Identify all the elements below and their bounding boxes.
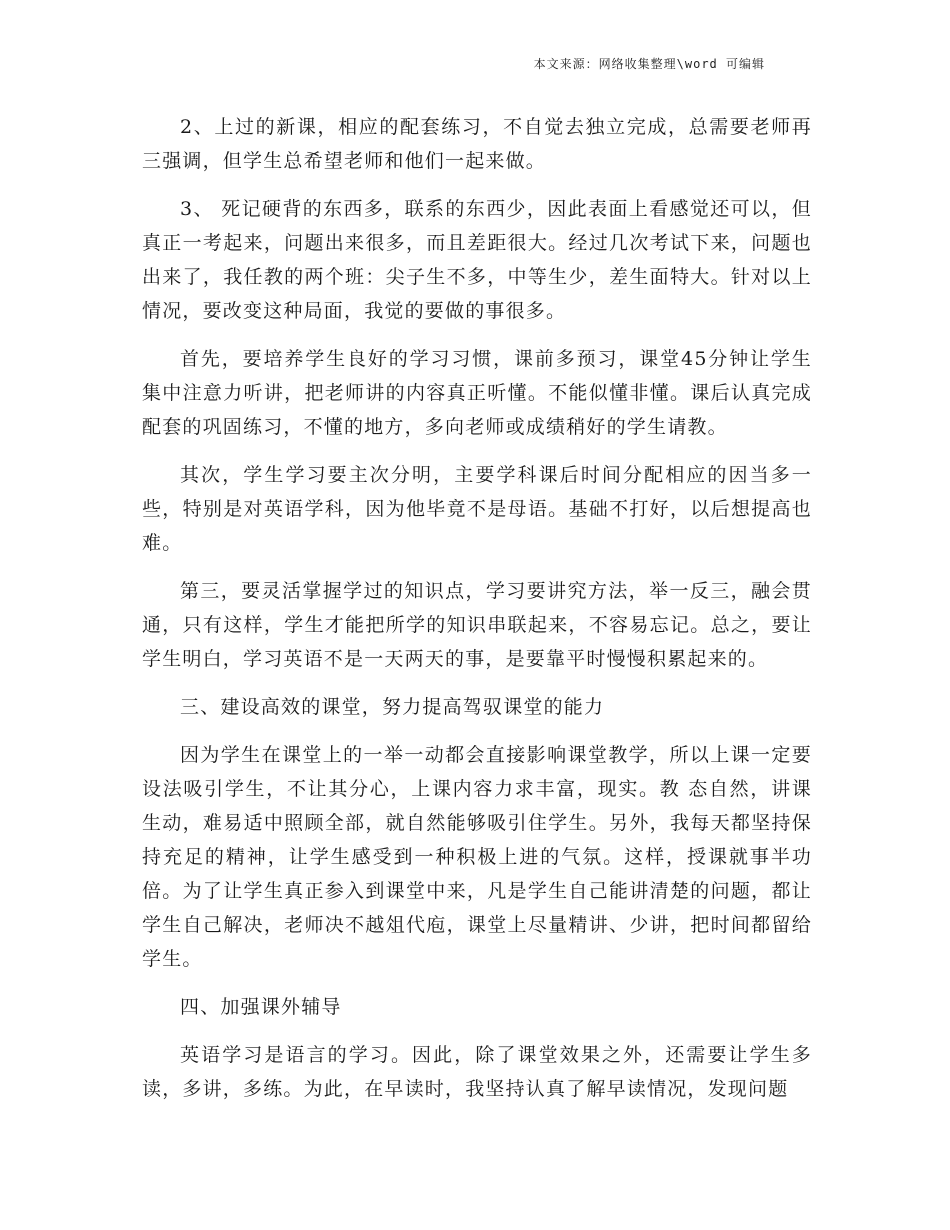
paragraph-first: 首先，要培养学生良好的学习习惯，课前多预习，课堂45分钟让学生集中注意力听讲，把老师讲的内容真正听懂。不能似懂非懂。课后认真完成配套的巩固练习，不懂的地方，多向老师或成绩稍好的学生请教。 (142, 348, 812, 438)
paragraph-second: 其次，学生学习要主次分明，主要学科课后时间分配相应的因当多一些，特别是对英语学科，因为他毕竟不是母语。基础不打好，以后想提高也难。 (142, 464, 812, 554)
paragraph-third: 第三，要灵活掌握学过的知识点，学习要讲究方法，举一反三，融会贯通，只有这样，学生才能把所学的知识串联起来，不容易忘记。总之，要让学生明白，学习英语不是一天两天的事，是要靠平时慢慢积累起来的。 (142, 580, 812, 670)
paragraph-point-2: 2、上过的新课，相应的配套练习，不自觉去独立完成，总需要老师再三强调，但学生总希望老师和他们一起来做。 (142, 116, 812, 172)
header-source-note: 本文来源：网络收集整理\word 可编辑 (533, 57, 765, 71)
paragraph-tutoring: 英语学习是语言的学习。因此，除了课堂效果之外，还需要让学生多读，多讲，多练。为此，在早读时，我坚持认真了解早读情况，发现问题 (142, 1044, 812, 1100)
section-heading-3: 三、建设高效的课堂，努力提高驾驭课堂的能力 (180, 696, 605, 718)
section-heading-4: 四、加强课外辅导 (180, 996, 342, 1018)
document-body (142, 110, 812, 1120)
paragraph-point-3: 3、 死记硬背的东西多，联系的东西少，因此表面上看感觉还可以，但真正一考起来，问题出来很多，而且差距很大。经过几次考试下来，问题也出来了，我任教的两个班：尖子生不多，中等生少，差生面特大。针对以上情况，要改变这种局面，我觉的要做的事很多。 (142, 198, 812, 322)
paragraph-classroom: 因为学生在课堂上的一举一动都会直接影响课堂教学，所以上课一定要设法吸引学生，不让其分心，上课内容力求丰富，现实。教 态自然，讲课生动，难易适中照顾全部，就自然能够吸引住学生。另外，我每天都坚持保持充足的精神，让学生感受到一种积极上进的气氛。这样，授课就事半功倍。为了让学生真正参入到课堂中来，凡是学生自己能讲清楚的问题，都让学生自己解决，老师决不越俎代庖，课堂上尽量精讲、少讲，把时间都留给学生。 (142, 744, 812, 970)
